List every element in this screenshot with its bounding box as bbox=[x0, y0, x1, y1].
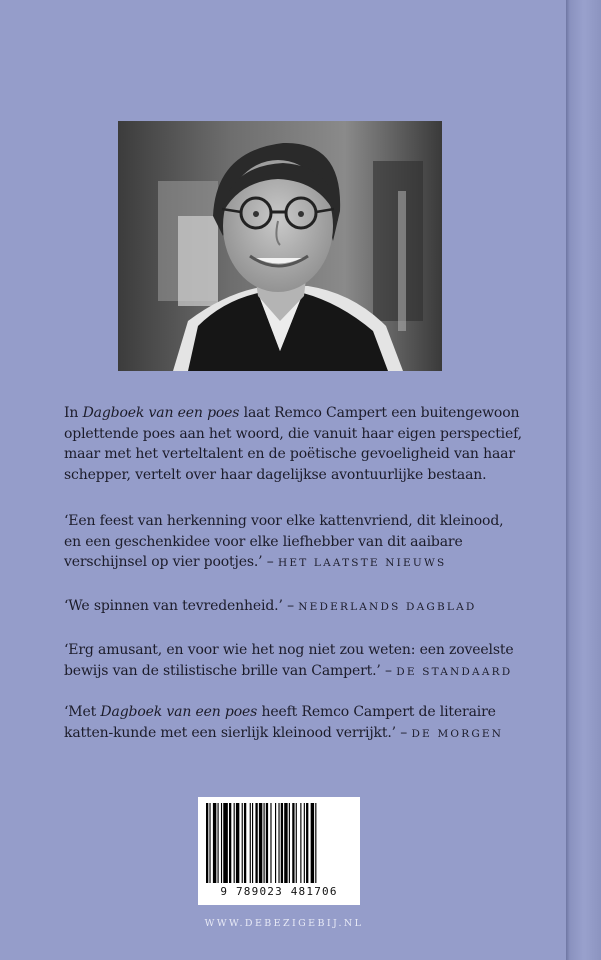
barcode-bar bbox=[300, 803, 301, 883]
barcode-bar bbox=[289, 803, 290, 883]
book-edge bbox=[566, 0, 601, 960]
barcode-bars bbox=[198, 797, 360, 885]
quote-source: DE STANDAARD bbox=[396, 665, 513, 678]
intro-paragraph bbox=[64, 403, 524, 485]
author-photo bbox=[118, 121, 442, 371]
barcode-bar bbox=[296, 803, 297, 883]
quote-source: DE MORGEN bbox=[411, 727, 504, 740]
barcode-bar bbox=[213, 803, 216, 883]
barcode-bar bbox=[221, 803, 222, 883]
intro-prefix: In bbox=[64, 405, 79, 421]
quote-3 bbox=[64, 640, 524, 682]
quote-2 bbox=[64, 596, 524, 618]
publisher-website: WWW.DEBEZIGEBIJ.NL bbox=[204, 918, 364, 929]
barcode-bar bbox=[315, 803, 316, 883]
barcode-bar bbox=[223, 803, 228, 883]
quote-source: NEDERLANDS DAGBLAD bbox=[298, 601, 477, 613]
book-title: Dagboek van een poes bbox=[82, 405, 240, 421]
barcode-bar bbox=[206, 803, 208, 883]
barcode-bar bbox=[244, 803, 246, 883]
barcode-bar bbox=[229, 803, 231, 883]
barcode-bar bbox=[234, 803, 235, 883]
quote-dash: – bbox=[266, 554, 274, 571]
quote-4 bbox=[64, 702, 524, 744]
barcode-bar bbox=[218, 803, 219, 883]
barcode-bar bbox=[275, 803, 276, 883]
quote-source: HET LAATSTE NIEUWS bbox=[277, 557, 447, 570]
quote-dash: – bbox=[400, 724, 408, 741]
quote-dash: – bbox=[287, 598, 294, 614]
barcode-bar bbox=[281, 803, 283, 883]
barcode-bar bbox=[242, 803, 243, 883]
quote-pre: ‘Met bbox=[64, 704, 97, 720]
barcode bbox=[198, 797, 360, 905]
barcode-bar bbox=[252, 803, 253, 883]
quote-dash: – bbox=[385, 662, 392, 679]
barcode-bar bbox=[266, 803, 268, 883]
quote-text: ‘Een feest van herkenning voor elke kattenvriend, dit kleinood, en een geschenkidee voor elke liefhebber van dit aaibare verschijnsel op vier pootjes.’ bbox=[64, 513, 504, 571]
barcode-bar bbox=[311, 803, 314, 883]
barcode-bar bbox=[306, 803, 308, 883]
barcode-bar bbox=[304, 803, 305, 883]
barcode-bar bbox=[236, 803, 239, 883]
quote-text: heeft Remco Campert de literaire katten-kunde met een sierlijk kleinood verrijkt.’ bbox=[64, 704, 496, 741]
isbn-number: 9 789023 481706 bbox=[220, 885, 338, 898]
barcode-bar bbox=[292, 803, 294, 883]
intro-text: laat Remco Campert een buitengewoon oplettende poes aan het woord, die vanuit haar eigen perspectief, maar met het verteltalent en de poëtische gevoeligheid van haar schepper, vertelt over haar dagelijkse avontuurlijke bestaan. bbox=[64, 405, 522, 483]
quote-text: ‘We spinnen van tevredenheid.’ bbox=[64, 598, 283, 614]
barcode-bar bbox=[264, 803, 265, 883]
quote-text: ‘Erg amusant, en voor wie het nog niet zou weten: een zoveelste bewijs van de stilistische brille van Campert.’ bbox=[64, 642, 514, 679]
barcode-bar bbox=[250, 803, 251, 883]
barcode-bar bbox=[270, 803, 271, 883]
barcode-bar bbox=[278, 803, 279, 883]
barcode-bar bbox=[284, 803, 287, 883]
barcode-bar bbox=[209, 803, 210, 883]
quote-1 bbox=[64, 511, 524, 574]
barcode-bar bbox=[259, 803, 262, 883]
book-title: Dagboek van een poes bbox=[100, 704, 258, 720]
barcode-bar bbox=[255, 803, 257, 883]
